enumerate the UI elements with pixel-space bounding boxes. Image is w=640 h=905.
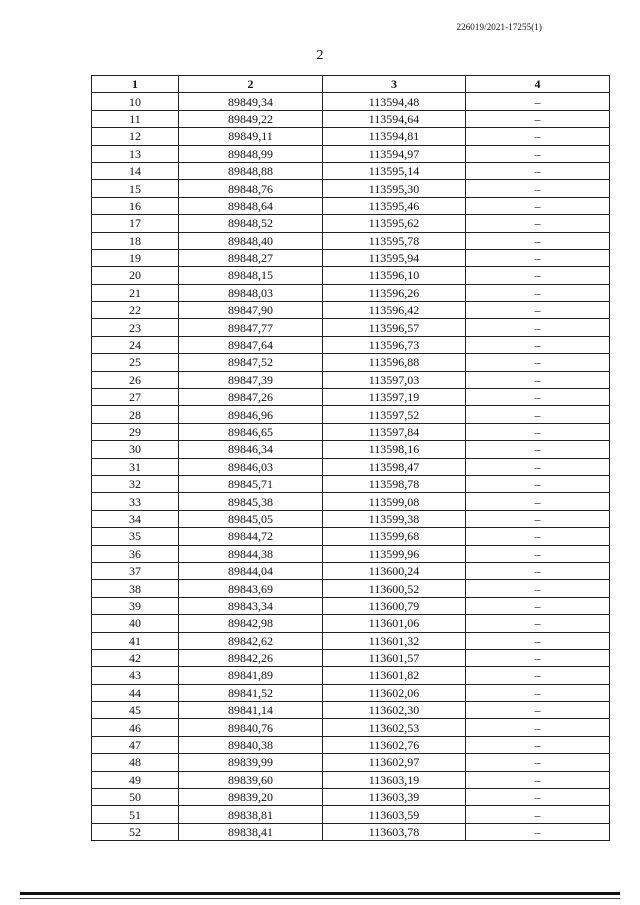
table-cell: 31 xyxy=(92,458,179,475)
table-cell: 113596,26 xyxy=(323,284,466,301)
table-cell: 89846,65 xyxy=(179,423,323,440)
table-cell: 89845,38 xyxy=(179,493,323,510)
table-cell: 89844,72 xyxy=(179,528,323,545)
table-cell: – xyxy=(466,197,610,214)
table-cell: 89849,34 xyxy=(179,93,323,110)
table-cell: 89849,11 xyxy=(179,128,323,145)
table-cell: 113603,39 xyxy=(323,789,466,806)
table-cell: 89842,98 xyxy=(179,615,323,632)
table-cell: 113596,88 xyxy=(323,354,466,371)
table-cell: – xyxy=(466,545,610,562)
table-cell: 36 xyxy=(92,545,179,562)
table-cell: 113601,32 xyxy=(323,632,466,649)
table-cell: 113603,59 xyxy=(323,806,466,823)
table-cell: 34 xyxy=(92,510,179,527)
table-cell: 12 xyxy=(92,128,179,145)
table-cell: – xyxy=(466,458,610,475)
table-cell: 113594,48 xyxy=(323,93,466,110)
table-cell: – xyxy=(466,180,610,197)
table-cell: 89848,03 xyxy=(179,284,323,301)
table-row xyxy=(92,545,610,562)
table-cell: 89846,96 xyxy=(179,406,323,423)
table-row xyxy=(92,145,610,162)
table-cell: 89841,89 xyxy=(179,667,323,684)
table-cell: 113596,42 xyxy=(323,302,466,319)
table-cell: 113602,76 xyxy=(323,736,466,753)
table-cell: 25 xyxy=(92,354,179,371)
table-row xyxy=(92,319,610,336)
table-cell: 113594,64 xyxy=(323,110,466,127)
table-cell: 113599,08 xyxy=(323,493,466,510)
table-cell: 23 xyxy=(92,319,179,336)
table-row xyxy=(92,754,610,771)
table-cell: – xyxy=(466,93,610,110)
coordinates-table xyxy=(91,75,610,841)
table-row xyxy=(92,597,610,614)
table-cell: 113599,96 xyxy=(323,545,466,562)
table-cell: 89848,88 xyxy=(179,162,323,179)
table-header-row xyxy=(92,76,610,93)
table-cell: 113598,16 xyxy=(323,441,466,458)
table-cell: – xyxy=(466,562,610,579)
table-cell: – xyxy=(466,267,610,284)
table-cell: 32 xyxy=(92,475,179,492)
table-cell: – xyxy=(466,667,610,684)
table-cell: 113594,81 xyxy=(323,128,466,145)
table-row xyxy=(92,93,610,110)
table-cell: 113602,97 xyxy=(323,754,466,771)
table-cell: 113595,62 xyxy=(323,215,466,232)
table-cell: 38 xyxy=(92,580,179,597)
table-cell: 89842,26 xyxy=(179,649,323,666)
table-cell: – xyxy=(466,580,610,597)
table-cell: – xyxy=(466,771,610,788)
table-cell: 89841,14 xyxy=(179,702,323,719)
table-cell: – xyxy=(466,249,610,266)
table-cell: – xyxy=(466,510,610,527)
table-cell: 40 xyxy=(92,615,179,632)
table-cell: 89846,03 xyxy=(179,458,323,475)
table-cell: 52 xyxy=(92,823,179,840)
table-body xyxy=(92,93,610,841)
table-cell: 113597,19 xyxy=(323,389,466,406)
table-cell: – xyxy=(466,597,610,614)
table-cell: 113602,53 xyxy=(323,719,466,736)
table-cell: 89844,04 xyxy=(179,562,323,579)
table-row xyxy=(92,423,610,440)
table-cell: – xyxy=(466,284,610,301)
table-cell: 89847,26 xyxy=(179,389,323,406)
table-row xyxy=(92,249,610,266)
table-cell: 89843,69 xyxy=(179,580,323,597)
table-cell: 113601,06 xyxy=(323,615,466,632)
table-cell: – xyxy=(466,145,610,162)
table-cell: 113595,14 xyxy=(323,162,466,179)
table-row xyxy=(92,580,610,597)
table-row xyxy=(92,110,610,127)
table-cell: 13 xyxy=(92,145,179,162)
table-cell: 20 xyxy=(92,267,179,284)
table-cell: 48 xyxy=(92,754,179,771)
table-row xyxy=(92,302,610,319)
table-cell: – xyxy=(466,354,610,371)
table-cell: 113596,73 xyxy=(323,336,466,353)
table-cell: 41 xyxy=(92,632,179,649)
column-header: 1 xyxy=(92,76,179,93)
table-cell: 113600,79 xyxy=(323,597,466,614)
table-cell: 113598,78 xyxy=(323,475,466,492)
table-cell: 33 xyxy=(92,493,179,510)
table-row xyxy=(92,128,610,145)
table-cell: 113600,24 xyxy=(323,562,466,579)
table-row xyxy=(92,562,610,579)
table-cell: – xyxy=(466,754,610,771)
table-cell: 113595,78 xyxy=(323,232,466,249)
table-cell: 89838,41 xyxy=(179,823,323,840)
table-cell: 26 xyxy=(92,371,179,388)
page-number: 2 xyxy=(316,48,324,63)
table-cell: 47 xyxy=(92,736,179,753)
table-cell: 89847,90 xyxy=(179,302,323,319)
table-cell: 19 xyxy=(92,249,179,266)
table-cell: 113596,57 xyxy=(323,319,466,336)
table-cell: – xyxy=(466,423,610,440)
table-cell: 17 xyxy=(92,215,179,232)
table-row xyxy=(92,371,610,388)
table-cell: 18 xyxy=(92,232,179,249)
table-row xyxy=(92,215,610,232)
table-cell: 42 xyxy=(92,649,179,666)
table-row xyxy=(92,389,610,406)
table-cell: 113597,03 xyxy=(323,371,466,388)
table-row xyxy=(92,354,610,371)
table-cell: 113595,94 xyxy=(323,249,466,266)
table-cell: 89848,40 xyxy=(179,232,323,249)
table-cell: 89840,76 xyxy=(179,719,323,736)
table-cell: 89838,81 xyxy=(179,806,323,823)
table-cell: – xyxy=(466,302,610,319)
table-cell: – xyxy=(466,215,610,232)
table-cell: 89848,27 xyxy=(179,249,323,266)
table-cell: 35 xyxy=(92,528,179,545)
table-cell: 45 xyxy=(92,702,179,719)
table-row xyxy=(92,528,610,545)
table-cell: – xyxy=(466,632,610,649)
table-cell: – xyxy=(466,475,610,492)
table-cell: 113597,52 xyxy=(323,406,466,423)
table-row xyxy=(92,475,610,492)
table-cell: 89848,99 xyxy=(179,145,323,162)
table-row xyxy=(92,719,610,736)
table-cell: 89848,76 xyxy=(179,180,323,197)
table-cell: – xyxy=(466,232,610,249)
table-cell: 89846,34 xyxy=(179,441,323,458)
table-cell: 113600,52 xyxy=(323,580,466,597)
table-cell: 28 xyxy=(92,406,179,423)
table-cell: 89848,15 xyxy=(179,267,323,284)
table-cell: 14 xyxy=(92,162,179,179)
table-cell: 39 xyxy=(92,597,179,614)
table-cell: – xyxy=(466,823,610,840)
table-cell: 11 xyxy=(92,110,179,127)
table-cell: 22 xyxy=(92,302,179,319)
table-row xyxy=(92,684,610,701)
table-cell: 49 xyxy=(92,771,179,788)
table-cell: – xyxy=(466,719,610,736)
column-header: 2 xyxy=(179,76,323,93)
table-cell: 89844,38 xyxy=(179,545,323,562)
table-cell: – xyxy=(466,649,610,666)
table-cell: 15 xyxy=(92,180,179,197)
table-row xyxy=(92,510,610,527)
column-header: 3 xyxy=(323,76,466,93)
table-cell: 43 xyxy=(92,667,179,684)
table-row xyxy=(92,406,610,423)
table-row xyxy=(92,806,610,823)
table-cell: – xyxy=(466,336,610,353)
table-row xyxy=(92,267,610,284)
table-cell: 46 xyxy=(92,719,179,736)
table-cell: 89848,52 xyxy=(179,215,323,232)
table-cell: 16 xyxy=(92,197,179,214)
table-cell: – xyxy=(466,371,610,388)
table-row xyxy=(92,232,610,249)
table-row xyxy=(92,823,610,840)
table-cell: 50 xyxy=(92,789,179,806)
table-cell: 113601,57 xyxy=(323,649,466,666)
table-cell: 89847,64 xyxy=(179,336,323,353)
table-row xyxy=(92,197,610,214)
table-row xyxy=(92,441,610,458)
table-cell: 27 xyxy=(92,389,179,406)
table-cell: 89841,52 xyxy=(179,684,323,701)
table-cell: 113595,30 xyxy=(323,180,466,197)
table-row xyxy=(92,632,610,649)
table-cell: 89847,39 xyxy=(179,371,323,388)
footer-rule-thin xyxy=(20,898,620,899)
table-cell: 89845,05 xyxy=(179,510,323,527)
table-cell: 21 xyxy=(92,284,179,301)
table-cell: 89842,62 xyxy=(179,632,323,649)
table-cell: – xyxy=(466,319,610,336)
document-number: 226019/2021-17255(1) xyxy=(456,22,542,32)
table-cell: 24 xyxy=(92,336,179,353)
table-row xyxy=(92,789,610,806)
table-cell: 30 xyxy=(92,441,179,458)
table-row xyxy=(92,336,610,353)
table-cell: – xyxy=(466,493,610,510)
table-row xyxy=(92,771,610,788)
table-row xyxy=(92,180,610,197)
table-cell: 51 xyxy=(92,806,179,823)
table-cell: 113602,06 xyxy=(323,684,466,701)
table-row xyxy=(92,702,610,719)
table-row xyxy=(92,458,610,475)
table-cell: 113597,84 xyxy=(323,423,466,440)
table-cell: 113603,19 xyxy=(323,771,466,788)
table-cell: 113595,46 xyxy=(323,197,466,214)
table-cell: 113598,47 xyxy=(323,458,466,475)
column-header: 4 xyxy=(466,76,610,93)
table-row xyxy=(92,736,610,753)
table-row xyxy=(92,493,610,510)
table-cell: 89843,34 xyxy=(179,597,323,614)
table-cell: – xyxy=(466,789,610,806)
table-row xyxy=(92,649,610,666)
table-row xyxy=(92,284,610,301)
table-cell: 89848,64 xyxy=(179,197,323,214)
table-cell: 89840,38 xyxy=(179,736,323,753)
table-cell: – xyxy=(466,162,610,179)
table-cell: 10 xyxy=(92,93,179,110)
table-cell: – xyxy=(466,406,610,423)
table-cell: 113594,97 xyxy=(323,145,466,162)
table-cell: – xyxy=(466,389,610,406)
table-cell: 113601,82 xyxy=(323,667,466,684)
table-cell: 113599,68 xyxy=(323,528,466,545)
table-cell: 89847,77 xyxy=(179,319,323,336)
table-cell: 89839,60 xyxy=(179,771,323,788)
table-cell: 89849,22 xyxy=(179,110,323,127)
table-cell: 89845,71 xyxy=(179,475,323,492)
table-cell: – xyxy=(466,736,610,753)
table-cell: – xyxy=(466,615,610,632)
table-cell: 89839,99 xyxy=(179,754,323,771)
table-row xyxy=(92,667,610,684)
table-cell: 37 xyxy=(92,562,179,579)
table-cell: 29 xyxy=(92,423,179,440)
table-cell: 89847,52 xyxy=(179,354,323,371)
table-cell: – xyxy=(466,441,610,458)
table-cell: 113596,10 xyxy=(323,267,466,284)
table-cell: 44 xyxy=(92,684,179,701)
table-cell: 113599,38 xyxy=(323,510,466,527)
table-row xyxy=(92,615,610,632)
table-cell: 89839,20 xyxy=(179,789,323,806)
table-cell: – xyxy=(466,684,610,701)
table-row xyxy=(92,162,610,179)
table-cell: 113602,30 xyxy=(323,702,466,719)
table-cell: – xyxy=(466,702,610,719)
footer-rule xyxy=(20,892,620,895)
table-cell: – xyxy=(466,528,610,545)
table-cell: 113603,78 xyxy=(323,823,466,840)
table-cell: – xyxy=(466,110,610,127)
table-cell: – xyxy=(466,128,610,145)
table-cell: – xyxy=(466,806,610,823)
